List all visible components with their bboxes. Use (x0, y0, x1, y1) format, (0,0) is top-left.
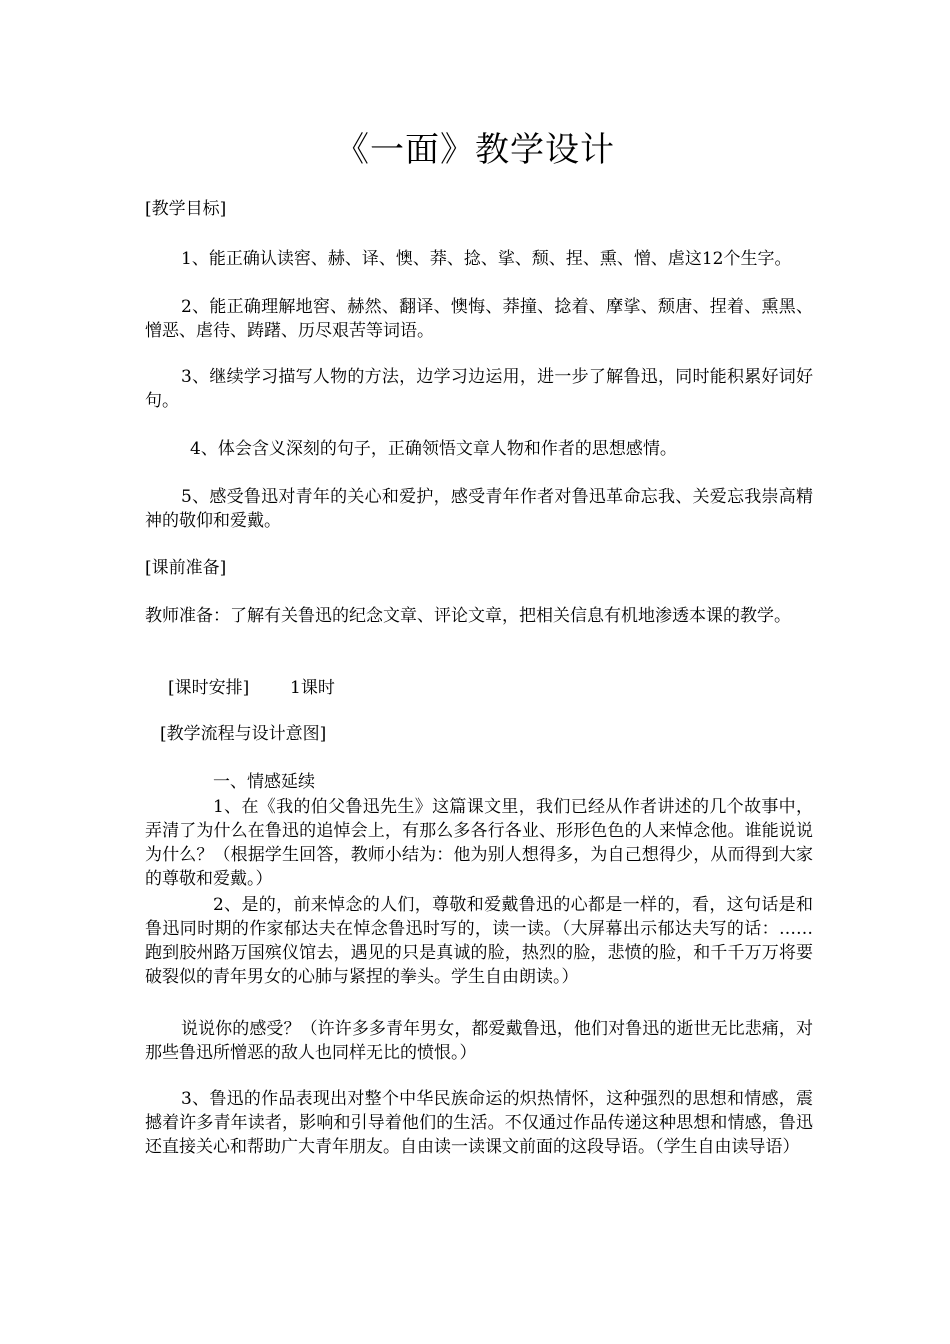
objective-item: 1、能正确认读窖、赫、译、懊、莽、捻、挲、颓、捏、熏、憎、虐这12个生字。 (181, 249, 792, 269)
schedule-heading: [课时安排] (168, 678, 250, 698)
process-paragraph: 说说你的感受？（许许多多青年男女，都爱戴鲁迅，他们对鲁迅的逝世无比悲痛，对那些鲁迅所憎恶的敌人也同样无比的愤恨。） (145, 1019, 813, 1063)
preparation-heading: [课前准备] (145, 558, 227, 578)
preparation-text: 教师准备：了解有关鲁迅的纪念文章、评论文章，把相关信息有机地渗透本课的教学。 (145, 606, 791, 626)
objective-item: 4、体会含义深刻的句子，正确领悟文章人物和作者的思想感情。 (190, 439, 677, 459)
schedule-value: 1课时 (290, 678, 335, 698)
objective-item: 3、继续学习描写人物的方法，边学习边运用，进一步了解鲁迅，同时能积累好词好句。 (145, 367, 813, 411)
objective-item: 5、感受鲁迅对青年的关心和爱护，感受青年作者对鲁迅革命忘我、关爱忘我崇高精神的敬仰和爱戴。 (145, 487, 813, 531)
process-paragraph: 1、在《我的伯父鲁迅先生》这篇课文里，我们已经从作者讲述的几个故事中，弄清了为什么在鲁迅的追悼会上，有那么多各行各业、形形色色的人来悼念他。谁能说说为什么？（根据学生回答，教师小结为：他为别人想得多，为自己想得少，从而得到大家的尊敬和爱戴。） (145, 797, 813, 889)
objectives-heading: [教学目标] (145, 199, 227, 219)
document-title: 《一面》教学设计 (335, 130, 615, 170)
objective-item: 2、能正确理解地窖、赫然、翻译、懊悔、莽撞、捻着、摩挲、颓唐、捏着、熏黑、憎恶、虐待、踌躇、历尽艰苦等词语。 (145, 297, 813, 341)
part-one-heading: 一、情感延续 (213, 772, 315, 792)
process-paragraph: 3、鲁迅的作品表现出对整个中华民族命运的炽热情怀，这种强烈的思想和情感，震撼着许多青年读者，影响和引导着他们的生活。不仅通过作品传递这种思想和情感，鲁迅还直接关心和帮助广大青年朋友。自由读一读课文前面的这段导语。（学生自由读导语） (145, 1089, 813, 1157)
process-heading: [教学流程与设计意图] (160, 724, 327, 744)
process-paragraph: 2、是的，前来悼念的人们，尊敬和爱戴鲁迅的心都是一样的，看，这句话是和鲁迅同时期的作家郁达夫在悼念鲁迅时写的，读一读。（大屏幕出示郁达夫写的话：……跑到胶州路万国殡仪馆去，遇见的只是真诚的脸，热烈的脸，悲愤的脸，和千千万万将要破裂似的青年男女的心肺与紧捏的拳头。学生自由朗读。） (145, 895, 813, 987)
